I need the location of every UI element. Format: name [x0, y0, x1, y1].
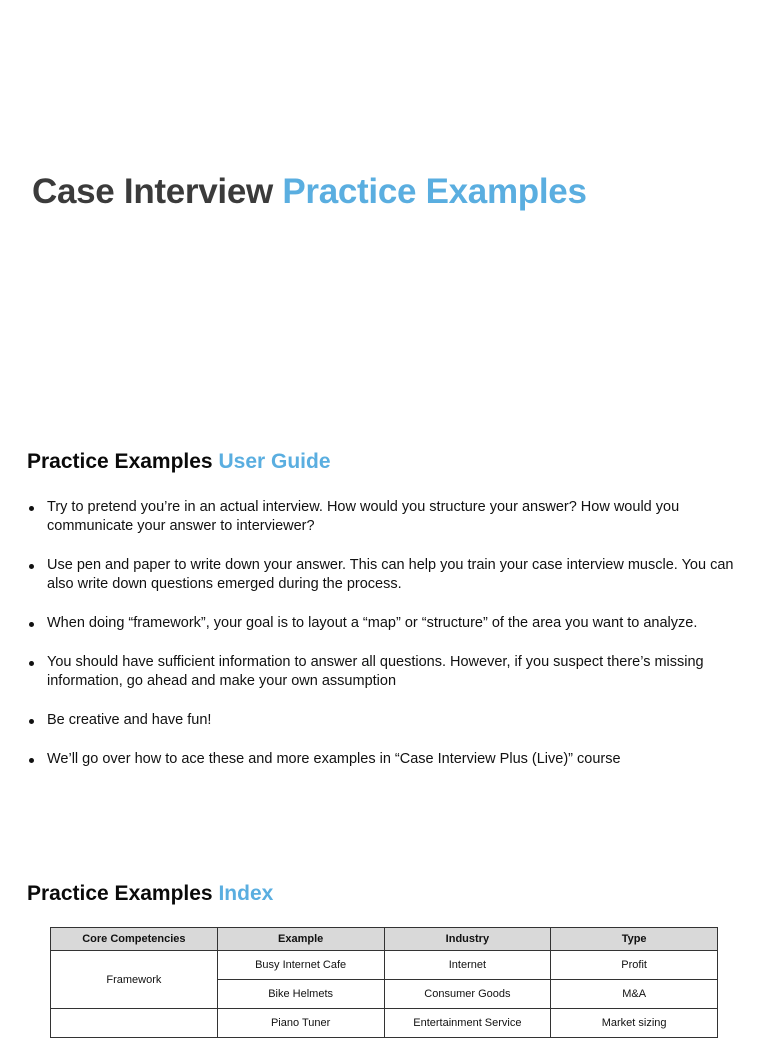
- competency-cell: [51, 1009, 218, 1038]
- example-cell: Busy Internet Cafe: [217, 951, 384, 980]
- industry-cell: Entertainment Service: [384, 1009, 551, 1038]
- guide-item: Use pen and paper to write down your answer. This can help you train your case interview muscle. You can also write down questions emerged during the process.: [27, 556, 739, 594]
- user-guide-list: [27, 498, 739, 789]
- competency-cell: Framework: [51, 951, 218, 1009]
- table-row: [51, 1009, 718, 1038]
- index-heading-main: Practice Examples: [27, 882, 213, 905]
- guide-item: You should have sufficient information to answer all questions. However, if you suspect there’s missing information, go ahead and make your own assumption: [27, 653, 739, 691]
- type-cell: Profit: [551, 951, 718, 980]
- type-cell: M&A: [551, 980, 718, 1009]
- table-header-row: [51, 928, 718, 951]
- table-row: [51, 951, 718, 980]
- index-table: [50, 927, 718, 1038]
- guide-item: When doing “framework”, your goal is to layout a “map” or “structure” of the area you want to analyze.: [27, 614, 739, 633]
- user-guide-heading-main: Practice Examples: [27, 450, 213, 473]
- column-header: Type: [551, 928, 718, 951]
- example-cell: Bike Helmets: [217, 980, 384, 1009]
- guide-item: We’ll go over how to ace these and more examples in “Case Interview Plus (Live)” course: [27, 750, 739, 769]
- column-header: Industry: [384, 928, 551, 951]
- example-cell: Piano Tuner: [217, 1009, 384, 1038]
- industry-cell: Internet: [384, 951, 551, 980]
- index-heading-accent: Index: [218, 882, 274, 905]
- page-title: [32, 172, 587, 212]
- title-accent: Practice Examples: [282, 172, 587, 211]
- type-cell: Market sizing: [551, 1009, 718, 1038]
- title-main: Case Interview: [32, 172, 273, 211]
- guide-item: Be creative and have fun!: [27, 711, 739, 730]
- user-guide-heading: [27, 450, 331, 474]
- industry-cell: Consumer Goods: [384, 980, 551, 1009]
- index-heading: [27, 882, 273, 906]
- column-header: Example: [217, 928, 384, 951]
- user-guide-heading-accent: User Guide: [218, 450, 331, 473]
- guide-item: Try to pretend you’re in an actual interview. How would you structure your answer? How would you communicate your answer to interviewer?: [27, 498, 739, 536]
- column-header: Core Competencies: [51, 928, 218, 951]
